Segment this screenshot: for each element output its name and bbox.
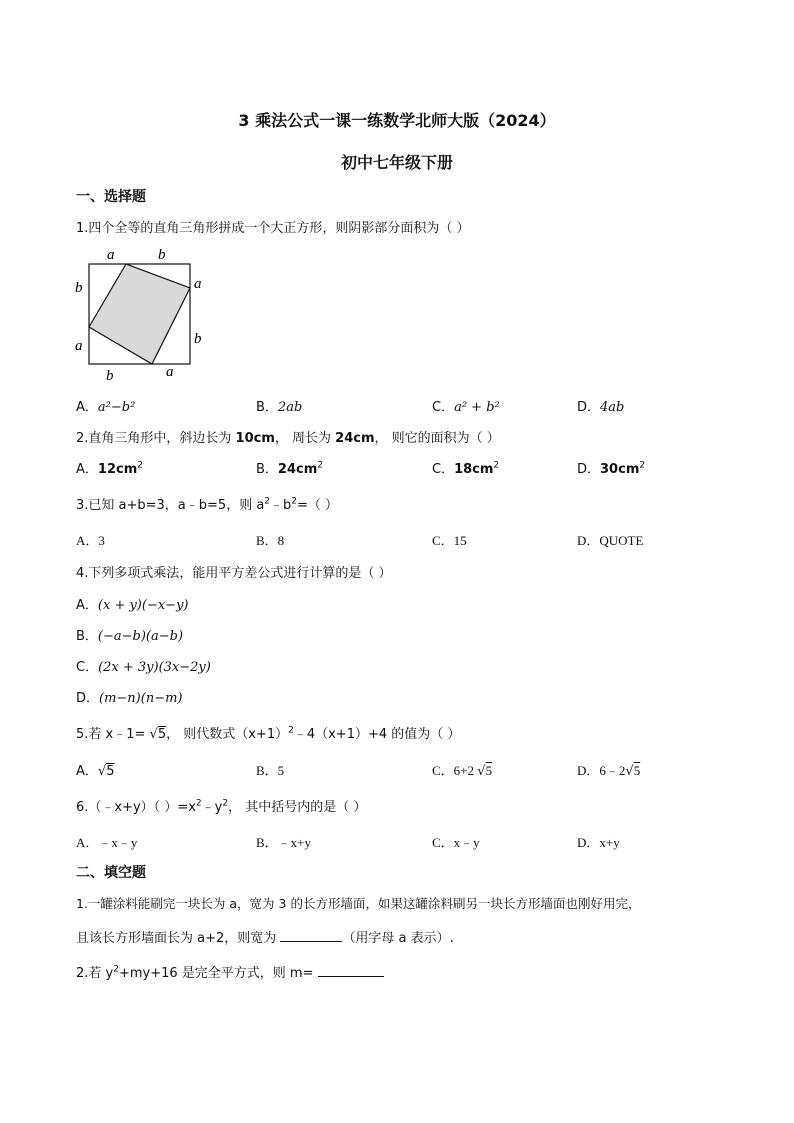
q4-option-d: D．(m−n)(n−m) <box>76 691 183 706</box>
q6-option-a: A．﹣x﹣y <box>76 835 138 850</box>
q3-option-b: B．8 <box>256 533 285 548</box>
label-right-b: b <box>194 331 202 347</box>
q1-option-c: C．a² + b² <box>432 400 500 415</box>
question-1-stem: 1.四个全等的直角三角形拼成一个大正方形，则阴影部分面积为（ ） <box>76 221 470 236</box>
fill-2-answer-blank[interactable] <box>318 976 384 977</box>
question-2-stem: 2.直角三角形中，斜边长为 10cm， 周长为 24cm， 则它的面积为（ ） <box>76 431 500 446</box>
q6-option-b: B．﹣x+y <box>256 835 312 850</box>
q2-option-b: B．$24cm^2$ <box>256 460 323 477</box>
label-top-b: b <box>158 247 166 263</box>
q6-option-d: D．x+y <box>577 835 620 850</box>
q5-option-d: D．6﹣2√5 <box>577 763 641 779</box>
label-left-a: a <box>75 338 83 354</box>
q6-option-c: C．x﹣y <box>432 835 480 850</box>
q1-option-a: A．a²−b² <box>76 400 136 415</box>
fill-2-stem: 2.若 $y^2+my+16$ 是完全平方式，则 m= <box>76 962 384 981</box>
fill-1-line-1: 1.一罐涂料能刷完一块长为 a，宽为 3 的长方形墙面，如果这罐涂料刷另一块长方形墙面也刚好用完， <box>76 896 641 911</box>
label-bottom-b: b <box>106 368 114 384</box>
fill-1-line-2: 且该长方形墙面长为 a+2，则宽为 （用字母 a 表示）. <box>76 931 454 946</box>
q2-option-a: A．$12cm^2$ <box>76 460 143 477</box>
label-bottom-a: a <box>166 364 174 380</box>
q5-option-b: B．5 <box>256 763 285 778</box>
fill-1-answer-blank[interactable] <box>280 941 342 942</box>
q2-option-d: D．$30cm^2$ <box>577 460 646 477</box>
label-right-a: a <box>194 276 202 292</box>
label-left-b: b <box>75 280 83 296</box>
square-figure <box>72 244 212 384</box>
q4-option-b: B．(−a−b)(a−b) <box>76 629 184 644</box>
label-top-a: a <box>107 247 115 263</box>
shaded-square <box>89 264 190 364</box>
question-4-stem: 4.下列多项式乘法，能用平方差公式进行计算的是（ ） <box>76 566 392 581</box>
q1-option-d: D．4ab <box>577 400 625 415</box>
q5-option-c: C．6+2 √5 <box>432 763 493 779</box>
q5-option-a: A．√5 <box>76 764 115 779</box>
page-title: 3 乘法公式一课一练数学北师大版（2024） <box>238 111 556 130</box>
q2-option-c: C．$18cm^2$ <box>432 460 500 477</box>
q4-option-a: A．(x + y)(−x−y) <box>76 598 189 613</box>
q3-option-c: C．15 <box>432 533 467 548</box>
q1-option-b: B．2ab <box>256 400 303 415</box>
q3-option-d: D．QUOTE <box>577 533 644 548</box>
question-5-stem: 5.若 x﹣1= √5， 则代数式$(x+1)^2﹣4(x+1)+4$ 的值为（ ） <box>76 725 461 742</box>
page-subtitle: 初中七年级下册 <box>340 153 453 172</box>
section-heading-fill: 二、填空题 <box>76 865 146 881</box>
question-6-stem: 6.（﹣x+y）（ ）$=x^2﹣y^2$， 其中括号内的是（ ） <box>76 798 367 815</box>
q3-option-a: A．3 <box>76 533 105 548</box>
question-3-stem: 3.已知 a+b=3，a﹣b=5，则 $a^2﹣b^2=$（ ） <box>76 496 339 513</box>
q4-option-c: C．(2x + 3y)(3x−2y) <box>76 660 211 675</box>
section-heading-choice: 一、选择题 <box>76 189 146 205</box>
